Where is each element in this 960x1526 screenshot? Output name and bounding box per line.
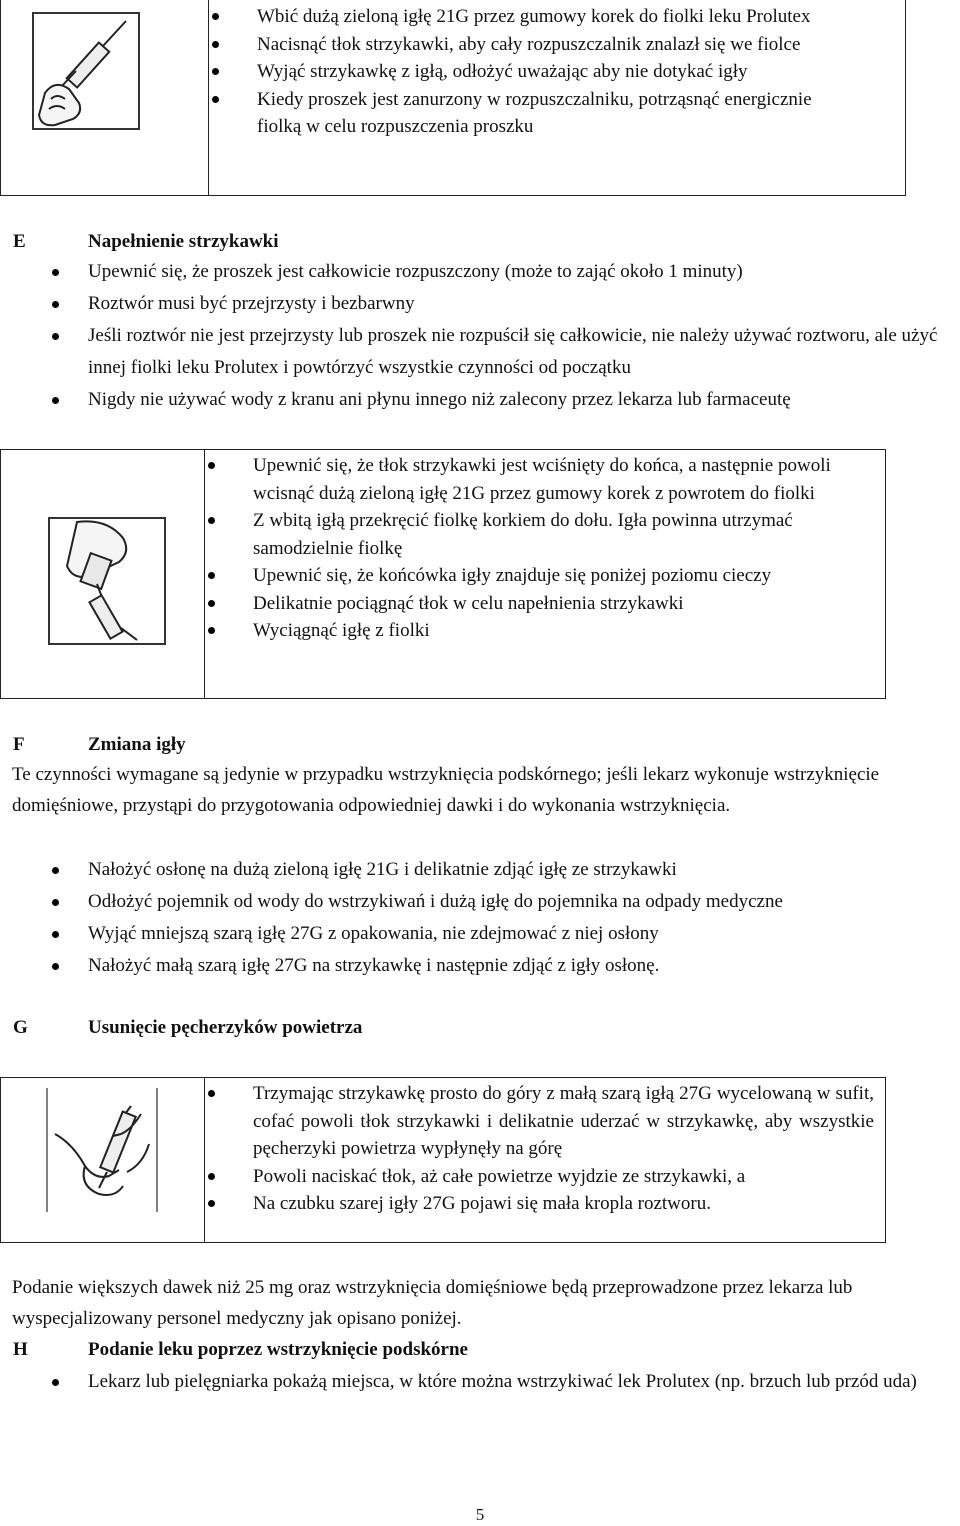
syringe-into-vial-illustration: [31, 11, 141, 131]
instruction-box-bottom: [0, 1077, 886, 1243]
list-item: Lekarz lub pielęgniarka pokażą miejsca, w które można wstrzykiwać lek Prolutex (np. brzuch lub przód uda): [88, 1366, 960, 1398]
list-item: Kiedy proszek jest zanurzony w rozpuszczalniku, potrząsnąć energicznie fiolką w celu rozpuszczenia proszku: [212, 86, 852, 141]
section-h-bullets: [88, 1366, 960, 1398]
list-item: Nigdy nie używać wody z kranu ani płynu innego niż zalecony przez lekarza lub farmaceutę: [88, 384, 950, 416]
list-item: Powoli naciskać tłok, aż całe powietrze wyjdzie ze strzykawki, a: [208, 1163, 874, 1191]
list-item: Jeśli roztwór nie jest przejrzysty lub proszek nie rozpuścił się całkowicie, nie należy używać roztworu, ale użyć innej fiolki leku Prolutex i powtórzyć wszystkie czynności od początku: [88, 320, 950, 384]
list-item: Roztwór musi być przejrzysty i bezbarwny: [88, 288, 950, 320]
section-f-letter: F: [13, 734, 25, 755]
section-e-title: Napełnienie strzykawki: [88, 231, 279, 252]
list-item: Nałożyć małą szarą igłę 27G na strzykawkę i następnie zdjąć z igły osłonę.: [88, 950, 950, 982]
list-item: Na czubku szarej igły 27G pojawi się mała kropla roztworu.: [208, 1190, 874, 1218]
list-item: Upewnić się, że tłok strzykawki jest wciśnięty do końca, a następnie powoli wcisnąć dużą zieloną igłę 21G przez gumowy korek z powrotem do fiolki: [208, 452, 838, 507]
list-item: Nałożyć osłonę na dużą zieloną igłę 21G i delikatnie zdjąć igłę ze strzykawki: [88, 854, 950, 886]
box-bottom-bullets: [208, 1080, 874, 1218]
hands-holding-syringe-illustration: [45, 1084, 165, 1214]
list-item: Nacisnąć tłok strzykawki, aby cały rozpuszczalnik znalazł się we fiolce: [212, 31, 852, 59]
box-middle-bullets: [208, 452, 838, 645]
section-g-letter: G: [13, 1017, 28, 1038]
list-item: Delikatnie pociągnąć tłok w celu napełnienia strzykawki: [208, 590, 838, 618]
list-item: Trzymając strzykawkę prosto do góry z małą szarą igłą 27G wycelowaną w sufit, cofać powoli tłok strzykawki i delikatnie uderzać w strzykawkę, aby wszystkie pęcherzyki powietrza wypłynęły na górę: [208, 1080, 874, 1163]
list-item: Wyjąć strzykawkę z igłą, odłożyć uważając aby nie dotykać igły: [212, 58, 852, 86]
section-h-title: Podanie leku poprzez wstrzyknięcie podskórne: [88, 1339, 468, 1360]
page-number: 5: [475, 1505, 485, 1524]
instruction-box-middle: [0, 449, 886, 699]
box-top-bullets: [212, 3, 852, 141]
list-item: Upewnić się, że końcówka igły znajduje się poniżej poziomu cieczy: [208, 562, 838, 590]
section-e-letter: E: [13, 231, 26, 252]
list-item: Wbić dużą zieloną igłę 21G przez gumowy korek do fiolki leku Prolutex: [212, 3, 852, 31]
instruction-box-top: [0, 0, 906, 196]
section-f-intro: Te czynności wymagane są jedynie w przypadku wstrzyknięcia podskórnego; jeśli lekarz wykonuje wstrzyknięcie domięśniowe, przystąpi do przygotowania odpowiedniej dawki i do wykonania wstrzyknięcia.: [12, 764, 880, 816]
section-f-title: Zmiana igły: [88, 734, 186, 755]
list-item: Wyjąć mniejszą szarą igłę 27G z opakowania, nie zdejmować z niej osłony: [88, 918, 950, 950]
list-item: Z wbitą igłą przekręcić fiolkę korkiem do dołu. Igła powinna utrzymać samodzielnie fiolkę: [208, 507, 838, 562]
vial-upside-down-illustration: [47, 516, 167, 646]
section-e-bullets: [88, 256, 950, 416]
dose-paragraph: Podanie większych dawek niż 25 mg oraz wstrzyknięcia domięśniowe będą przeprowadzone przez lekarza lub wyspecjalizowany personel medyczny jak opisano poniżej.: [12, 1277, 853, 1329]
section-h-letter: H: [13, 1339, 28, 1360]
section-f-bullets: [88, 854, 950, 982]
list-item: Upewnić się, że proszek jest całkowicie rozpuszczony (może to zająć około 1 minuty): [88, 256, 950, 288]
list-item: Wyciągnąć igłę z fiolki: [208, 617, 838, 645]
section-g-title: Usunięcie pęcherzyków powietrza: [88, 1017, 363, 1038]
list-item: Odłożyć pojemnik od wody do wstrzykiwań i dużą igłę do pojemnika na odpady medyczne: [88, 886, 950, 918]
